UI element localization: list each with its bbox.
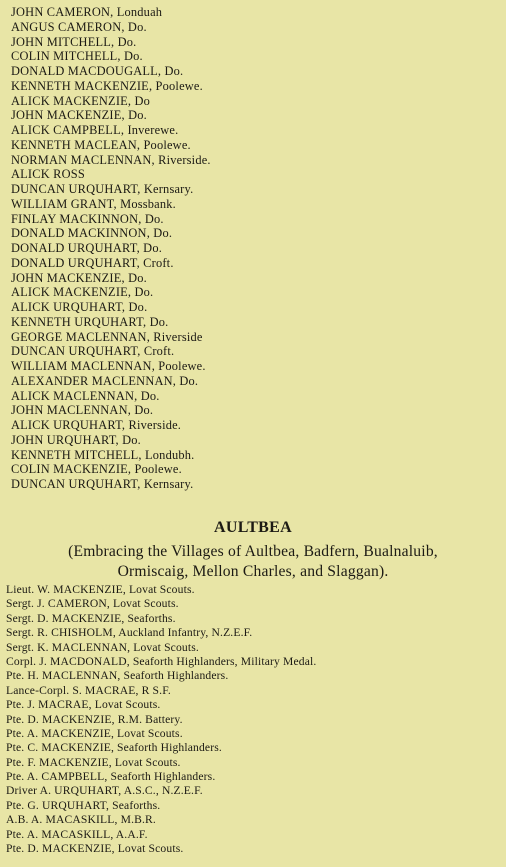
- list-entry: JOHN MITCHELL, Do.: [11, 34, 137, 49]
- list-entry: DUNCAN URQUHART, Croft.: [11, 344, 175, 359]
- list-entry: DUNCAN URQUHART, Kernsary.: [11, 182, 194, 196]
- list-entry: JOHN MACKENZIE, Do.: [11, 270, 147, 285]
- list-entry: KENNETH MACKENZIE, Poolewe.: [11, 78, 203, 93]
- list-entry: ANGUS CAMERON, Do.: [11, 19, 147, 34]
- list-entry: Lance-Corpl. S. MACRAE, R S.F.: [6, 683, 171, 697]
- list-entry: Pte. F. MACKENZIE, Lovat Scouts.: [6, 755, 181, 769]
- list-entry: Pte. H. MACLENNAN, Seaforth Highlanders.: [6, 669, 229, 683]
- list-entry: FINLAY MACKINNON, Do.: [11, 211, 164, 226]
- list-entry: Pte. A. CAMPBELL, Seaforth Highlanders.: [6, 770, 216, 784]
- list-entry: Driver A. URQUHART, A.S.C., N.Z.E.F.: [6, 784, 203, 798]
- list-entry: DONALD MACDOUGALL, Do.: [11, 64, 184, 78]
- list-entry: Sergt. R. CHISHOLM, Auckland Infantry, N.Z.E.F.: [6, 626, 253, 640]
- list-entry: KENNETH URQUHART, Do.: [11, 314, 169, 329]
- list-entry: JOHN MACKENZIE, Do.: [11, 108, 147, 123]
- list-entry: Pte. C. MACKENZIE, Seaforth Highlanders.: [6, 741, 222, 755]
- list-entry: Pte. J. MACRAE, Lovat Scouts.: [6, 698, 161, 712]
- list-entry: Corpl. J. MACDONALD, Seaforth Highlanders, Military Medal.: [6, 654, 317, 668]
- list-entry: DONALD MACKINNON, Do.: [11, 226, 173, 241]
- list-entry: JOHN URQUHART, Do.: [11, 432, 141, 447]
- section-heading: AULTBEA: [214, 519, 292, 536]
- list-entry: COLIN MITCHELL, Do.: [11, 49, 143, 64]
- list-entry: ALICK ROSS: [11, 167, 85, 182]
- list-entry: JOHN CAMERON, Londuah: [11, 5, 163, 19]
- list-entry: KENNETH MACLEAN, Poolewe.: [11, 137, 191, 152]
- list-entry: NORMAN MACLENNAN, Riverside.: [11, 152, 211, 167]
- list-entry: ALICK MACKENZIE, Do: [11, 93, 151, 108]
- list-entry: COLIN MACKENZIE, Poolewe.: [11, 462, 182, 477]
- list-entry: KENNETH MITCHELL, Londubh.: [11, 447, 195, 462]
- list-entry: Lieut. W. MACKENZIE, Lovat Scouts.: [6, 583, 195, 596]
- list-entry: ALICK URQUHART, Riverside.: [11, 418, 182, 432]
- list-entry: ALICK MACKENZIE, Do.: [11, 285, 154, 300]
- subtitle-line: Ormiscaig, Mellon Charles, and Slaggan).: [117, 563, 389, 580]
- section-subtitle: [0, 542, 506, 582]
- list-entry: Pte. A. MACASKILL, A.A.F.: [6, 827, 148, 841]
- list-entry: Sergt. D. MACKENZIE, Seaforths.: [6, 611, 176, 625]
- list-entry: ALICK MACLENNAN, Do.: [11, 388, 160, 403]
- list-entry: DONALD URQUHART, Do.: [11, 241, 163, 255]
- list-entry: ALEXANDER MACLENNAN, Do.: [11, 373, 199, 388]
- list-entry: ALICK URQUHART, Do.: [11, 300, 148, 314]
- list-entry: Sergt. J. CAMERON, Lovat Scouts.: [6, 597, 179, 611]
- list-entry: Sergt. K. MACLENNAN, Lovat Scouts.: [6, 640, 199, 654]
- roll-list-aultbea: [6, 583, 316, 856]
- list-entry: WILLIAM GRANT, Mossbank.: [11, 196, 176, 211]
- list-entry: JOHN MACLENNAN, Do.: [11, 403, 154, 418]
- list-entry: DONALD URQUHART, Croft.: [11, 255, 174, 270]
- roll-list-poolewe: [11, 5, 211, 492]
- list-entry: Pte. A. MACKENZIE, Lovat Scouts.: [6, 726, 183, 740]
- list-entry: Pte. G. URQUHART, Seaforths.: [6, 798, 161, 812]
- subtitle-line: (Embracing the Villages of Aultbea, Badfern, Bualnaluib,: [68, 543, 438, 560]
- list-entry: GEORGE MACLENNAN, Riverside: [11, 329, 203, 344]
- list-entry: ALICK CAMPBELL, Inverewe.: [11, 123, 179, 137]
- list-entry: Pte. D. MACKENZIE, Lovat Scouts.: [6, 842, 184, 856]
- list-entry: DUNCAN URQUHART, Kernsary.: [11, 477, 194, 491]
- list-entry: Pte. D. MACKENZIE, R.M. Battery.: [6, 712, 183, 726]
- list-entry: A.B. A. MACASKILL, M.B.R.: [6, 813, 156, 827]
- list-entry: WILLIAM MACLENNAN, Poolewe.: [11, 359, 206, 373]
